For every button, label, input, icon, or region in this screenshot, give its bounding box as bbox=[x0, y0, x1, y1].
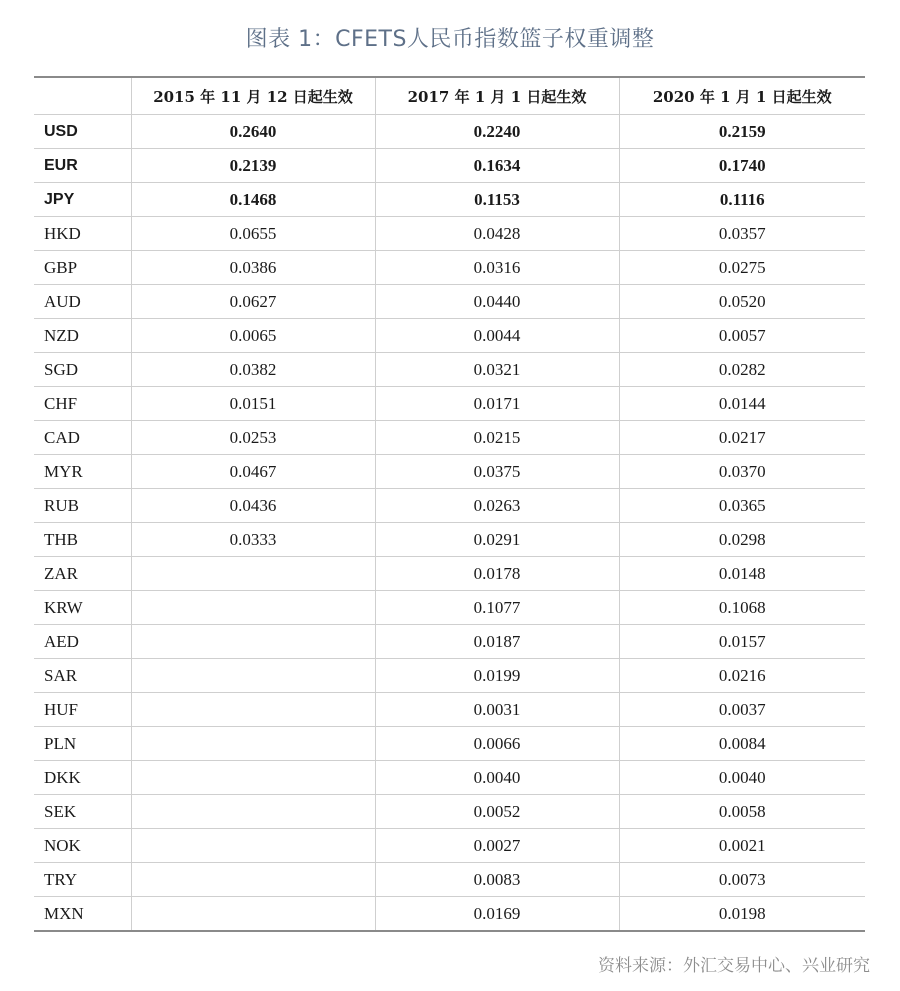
currency-code: TRY bbox=[34, 863, 131, 897]
weight-2020: 0.0365 bbox=[619, 489, 865, 523]
weight-2015: 0.0386 bbox=[131, 251, 375, 285]
currency-code: GBP bbox=[34, 251, 131, 285]
weight-2015 bbox=[131, 557, 375, 591]
weight-2017: 0.0199 bbox=[375, 659, 619, 693]
table-row bbox=[34, 149, 865, 183]
table-row bbox=[34, 387, 865, 421]
table-row bbox=[34, 761, 865, 795]
weight-2020: 0.0073 bbox=[619, 863, 865, 897]
weight-2015 bbox=[131, 761, 375, 795]
weights-table-container bbox=[34, 76, 865, 932]
weight-2020: 0.0157 bbox=[619, 625, 865, 659]
currency-code: ZAR bbox=[34, 557, 131, 591]
weight-2017: 0.1153 bbox=[375, 183, 619, 217]
weight-2017: 0.1077 bbox=[375, 591, 619, 625]
header-2020: 2020 年 1 月 1 日起生效 bbox=[619, 77, 865, 115]
weight-2020: 0.0037 bbox=[619, 693, 865, 727]
weight-2015: 0.0655 bbox=[131, 217, 375, 251]
weight-2017: 0.0171 bbox=[375, 387, 619, 421]
weight-2015: 0.0382 bbox=[131, 353, 375, 387]
currency-code: NOK bbox=[34, 829, 131, 863]
header-2015: 2015 年 11 月 12 日起生效 bbox=[131, 77, 375, 115]
weight-2015: 0.0253 bbox=[131, 421, 375, 455]
table-row bbox=[34, 217, 865, 251]
currency-code: DKK bbox=[34, 761, 131, 795]
currency-code: AED bbox=[34, 625, 131, 659]
currency-code: AUD bbox=[34, 285, 131, 319]
weight-2017: 0.0215 bbox=[375, 421, 619, 455]
weight-2020: 0.0298 bbox=[619, 523, 865, 557]
weight-2015 bbox=[131, 625, 375, 659]
weight-2020: 0.0057 bbox=[619, 319, 865, 353]
table-row bbox=[34, 183, 865, 217]
weight-2015: 0.1468 bbox=[131, 183, 375, 217]
weight-2017: 0.0263 bbox=[375, 489, 619, 523]
weight-2020: 0.1068 bbox=[619, 591, 865, 625]
weight-2017: 0.0044 bbox=[375, 319, 619, 353]
weight-2017: 0.0178 bbox=[375, 557, 619, 591]
weight-2017: 0.0027 bbox=[375, 829, 619, 863]
currency-code: MYR bbox=[34, 455, 131, 489]
header-2017: 2017 年 1 月 1 日起生效 bbox=[375, 77, 619, 115]
currency-code: MXN bbox=[34, 897, 131, 932]
weight-2017: 0.0083 bbox=[375, 863, 619, 897]
weight-2017: 0.0169 bbox=[375, 897, 619, 932]
weight-2015 bbox=[131, 863, 375, 897]
weight-2020: 0.0021 bbox=[619, 829, 865, 863]
weight-2017: 0.0316 bbox=[375, 251, 619, 285]
weight-2017: 0.0066 bbox=[375, 727, 619, 761]
weight-2015: 0.0436 bbox=[131, 489, 375, 523]
table-header-row bbox=[34, 77, 865, 115]
table-row bbox=[34, 421, 865, 455]
header-currency bbox=[34, 77, 131, 115]
table-row bbox=[34, 591, 865, 625]
weight-2017: 0.0291 bbox=[375, 523, 619, 557]
currency-code: SGD bbox=[34, 353, 131, 387]
weight-2020: 0.1116 bbox=[619, 183, 865, 217]
weight-2015: 0.0627 bbox=[131, 285, 375, 319]
table-row bbox=[34, 285, 865, 319]
weight-2017: 0.0428 bbox=[375, 217, 619, 251]
table-row bbox=[34, 455, 865, 489]
currency-code: PLN bbox=[34, 727, 131, 761]
table-row bbox=[34, 489, 865, 523]
weight-2017: 0.0440 bbox=[375, 285, 619, 319]
weight-2015 bbox=[131, 829, 375, 863]
weight-2020: 0.1740 bbox=[619, 149, 865, 183]
currency-code: KRW bbox=[34, 591, 131, 625]
table-row bbox=[34, 115, 865, 149]
currency-code: RUB bbox=[34, 489, 131, 523]
weight-2015: 0.0467 bbox=[131, 455, 375, 489]
currency-code: HUF bbox=[34, 693, 131, 727]
weight-2015: 0.2640 bbox=[131, 115, 375, 149]
weight-2017: 0.0052 bbox=[375, 795, 619, 829]
currency-code: USD bbox=[34, 115, 131, 149]
weight-2020: 0.0520 bbox=[619, 285, 865, 319]
currency-code: EUR bbox=[34, 149, 131, 183]
weight-2020: 0.0275 bbox=[619, 251, 865, 285]
table-row bbox=[34, 897, 865, 932]
weight-2015: 0.0333 bbox=[131, 523, 375, 557]
weight-2015: 0.0151 bbox=[131, 387, 375, 421]
table-row bbox=[34, 251, 865, 285]
weight-2015 bbox=[131, 795, 375, 829]
weight-2020: 0.0217 bbox=[619, 421, 865, 455]
weight-2017: 0.0040 bbox=[375, 761, 619, 795]
weight-2017: 0.2240 bbox=[375, 115, 619, 149]
weight-2020: 0.0370 bbox=[619, 455, 865, 489]
table-row bbox=[34, 353, 865, 387]
weight-2015 bbox=[131, 591, 375, 625]
currency-code: CHF bbox=[34, 387, 131, 421]
table-row bbox=[34, 625, 865, 659]
currency-code: HKD bbox=[34, 217, 131, 251]
currency-code: SEK bbox=[34, 795, 131, 829]
currency-code: NZD bbox=[34, 319, 131, 353]
table-row bbox=[34, 693, 865, 727]
currency-code: THB bbox=[34, 523, 131, 557]
weight-2015 bbox=[131, 727, 375, 761]
currency-code: CAD bbox=[34, 421, 131, 455]
weight-2020: 0.0148 bbox=[619, 557, 865, 591]
weight-2017: 0.0187 bbox=[375, 625, 619, 659]
currency-code: JPY bbox=[34, 183, 131, 217]
weight-2017: 0.0375 bbox=[375, 455, 619, 489]
table-row bbox=[34, 829, 865, 863]
weight-2020: 0.0216 bbox=[619, 659, 865, 693]
figure-title: 图表 1：CFETS人民币指数篮子权重调整 bbox=[245, 27, 655, 52]
currency-code: SAR bbox=[34, 659, 131, 693]
source-note: 资料来源：外汇交易中心、兴业研究 bbox=[598, 956, 870, 976]
weight-2017: 0.0031 bbox=[375, 693, 619, 727]
table-body bbox=[34, 115, 865, 932]
table-row bbox=[34, 659, 865, 693]
weight-2020: 0.2159 bbox=[619, 115, 865, 149]
table-row bbox=[34, 319, 865, 353]
weight-2017: 0.0321 bbox=[375, 353, 619, 387]
table-row bbox=[34, 727, 865, 761]
weight-2020: 0.0144 bbox=[619, 387, 865, 421]
weight-2020: 0.0084 bbox=[619, 727, 865, 761]
table-row bbox=[34, 795, 865, 829]
weight-2020: 0.0058 bbox=[619, 795, 865, 829]
weight-2020: 0.0198 bbox=[619, 897, 865, 932]
weight-2017: 0.1634 bbox=[375, 149, 619, 183]
weight-2020: 0.0282 bbox=[619, 353, 865, 387]
weight-2015 bbox=[131, 897, 375, 932]
table-row bbox=[34, 863, 865, 897]
cfets-basket-weights-table bbox=[34, 76, 865, 932]
weight-2020: 0.0357 bbox=[619, 217, 865, 251]
weight-2020: 0.0040 bbox=[619, 761, 865, 795]
table-row bbox=[34, 523, 865, 557]
weight-2015: 0.0065 bbox=[131, 319, 375, 353]
weight-2015 bbox=[131, 693, 375, 727]
weight-2015: 0.2139 bbox=[131, 149, 375, 183]
weight-2015 bbox=[131, 659, 375, 693]
table-row bbox=[34, 557, 865, 591]
